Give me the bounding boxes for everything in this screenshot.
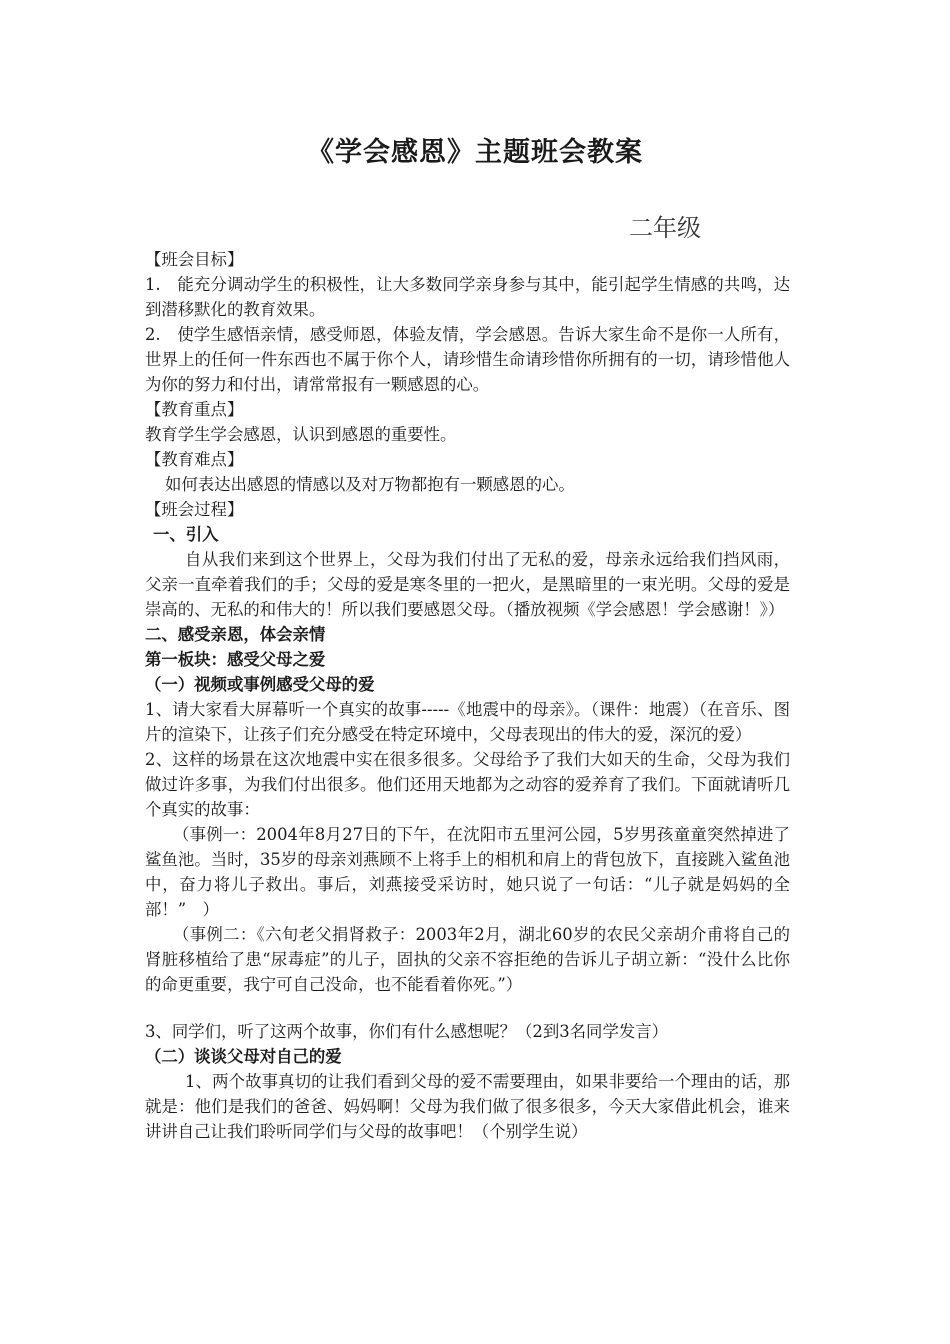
discussion-paragraph: 1、两个故事真切的让我们看到父母的爱不需要理由，如果非要给一个理由的话，那就是：他们是我们的爸爸、妈妈啊！父母为我们做了很多很多，今天大家借此机会，谁来讲讲自己让我们聆听同学们与父母的故事吧！（个别学生说）	[145, 1072, 790, 1141]
section-heading-process: 【班会过程】	[145, 500, 244, 519]
step-heading-intro: 一、引入	[153, 525, 219, 544]
activity-item-1: 1、请大家看大屏幕听一个真实的故事-----《地震中的母亲》。（课件：地震）（在音乐、图片的渲染下，让孩子们充分感受在特定环境中，父母表现出的伟大的爱，深沉的爱）	[145, 700, 790, 744]
key-point-text: 教育学生学会感恩，认识到感恩的重要性。	[145, 425, 457, 444]
sub-heading-video: （一）视频或事例感受父母的爱	[145, 675, 375, 694]
block-heading-parents-love: 第一板块：感受父母之爱	[145, 650, 326, 669]
intro-paragraph: 自从我们来到这个世界上，父母为我们付出了无私的爱，母亲永远给我们挡风雨，父亲一直牵着我们的手；父母的爱是寒冬里的一把火，是黑暗里的一束光明。父母的爱是崇高的、无私的和伟大的！所以我们要感恩父母。（播放视频《学会感恩！学会感谢！》）	[145, 550, 790, 619]
section-heading-goals: 【班会目标】	[145, 250, 244, 269]
grade-label: 二年级	[629, 214, 701, 242]
goal-item-2: 2. 使学生感悟亲情，感受师恩，体验友情，学会感恩。告诉大家生命不是你一人所有，世界上的任何一件东西也不属于你个人，请珍惜生命请珍惜你所拥有的一切，请珍惜他人为你的努力和付出，请常常报有一颗感恩的心。	[145, 325, 790, 394]
blank-line	[145, 997, 790, 1019]
difficulty-text: 如何表达出感恩的情感以及对万物都抱有一颗感恩的心。	[165, 475, 575, 494]
activity-item-3: 3、同学们，听了这两个故事，你们有什么感想呢？（2到3名同学发言）	[145, 1022, 669, 1041]
step-heading-family-love: 二、感受亲恩，体会亲情	[145, 625, 326, 644]
example-story-1: （事例一：2004年8月27日的下午，在沈阳市五里河公园，5岁男孩童童突然掉进了鲨鱼池。当时，35岁的母亲刘燕顾不上将手上的相机和肩上的背包放下，直接跳入鲨鱼池中，奋力将儿子救出。事后，刘燕接受采访时，她只说了一句话：“儿子就是妈妈的全部！” ）	[145, 825, 790, 919]
goal-item-1: 1. 能充分调动学生的积极性，让大多数同学亲身参与其中，能引起学生情感的共鸣，达到潜移默化的教育效果。	[145, 275, 790, 319]
section-heading-key-point: 【教育重点】	[145, 400, 244, 419]
section-heading-difficulty: 【教育难点】	[145, 450, 244, 469]
document-body	[145, 247, 790, 1144]
example-story-2: （事例二：《六旬老父捐肾救子：2003年2月，湖北60岁的农民父亲胡介甫将自己的肾脏移植给了患“尿毒症”的儿子，固执的父亲不容拒绝的告诉儿子胡立新：“没什么比你的命更重要，我宁可自己没命，也不能看着你死。”）	[145, 925, 790, 994]
document-title: 《学会感恩》主题班会教案	[307, 137, 643, 168]
activity-item-2: 2、这样的场景在这次地震中实在很多很多。父母给予了我们大如天的生命，父母为我们做过许多事，为我们付出很多。他们还用天地都为之动容的爱养育了我们。下面就请听几个真实的故事：	[145, 750, 790, 819]
sub-heading-discussion: （二）谈谈父母对自己的爱	[145, 1047, 342, 1066]
